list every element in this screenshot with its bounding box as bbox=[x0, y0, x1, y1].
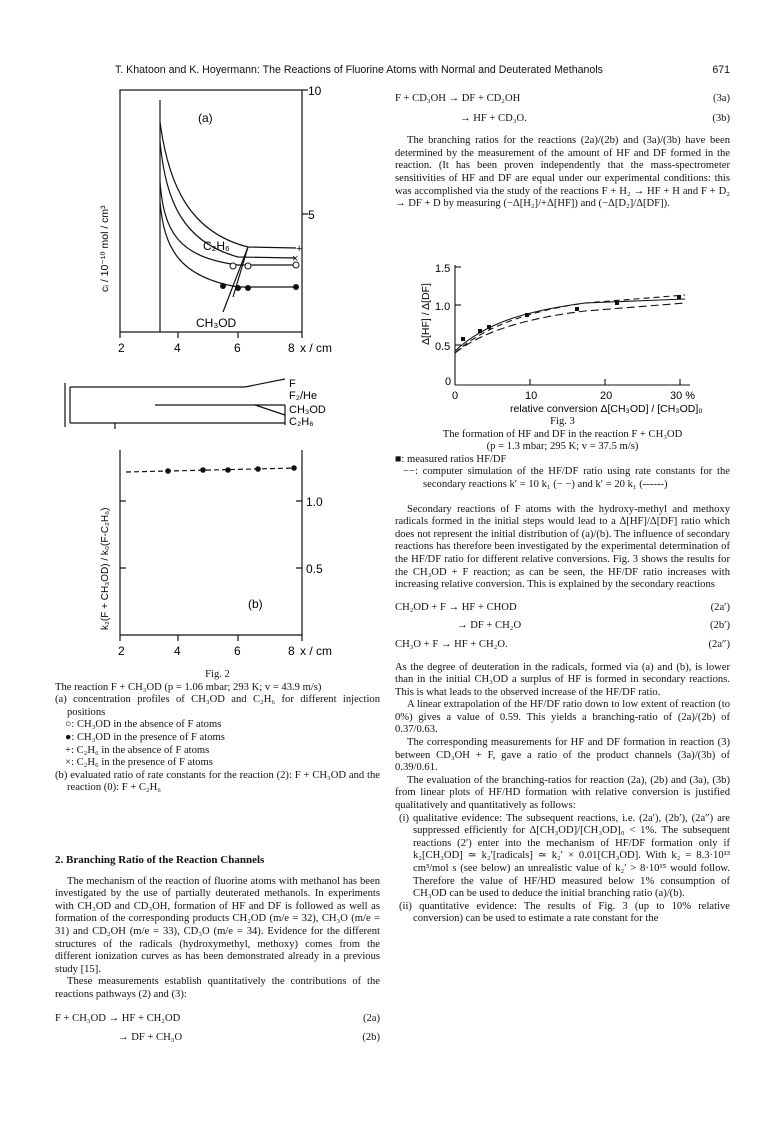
fig3-caption-line: −−: computer simulation of the HF/DF ratio using rate constants for the secondary reactions k′ = 10 k₁ (− −) and k′ = 20 k₁ (------) bbox=[403, 466, 730, 490]
equation-2b: → DF + CH₃O (2b) bbox=[118, 1032, 380, 1044]
header-title: T. Khatoon and K. Hoyermann: The Reactions of Fluorine Atoms with Normal and Deuterated Methanols bbox=[115, 64, 603, 76]
fig3-xlabel: relative conversion Δ[CH₃OD] / [CH₃OD]₀ bbox=[510, 403, 703, 415]
panel-a-xtick-6: 6 bbox=[234, 341, 241, 355]
apparatus-f2he-label: F₂/He bbox=[289, 390, 318, 402]
right-para2: Secondary reactions of F atoms with the hydroxy-methyl and methoxy radicals formed in the initial steps would lead to a Δ[HF]/Δ[DF] ratio which does not represent the initial distribution of (a)/(b). The influence of secondary reactions has therefore been investigated by the experimental determination of the HF/DF ratio for different relative conversions. Fig. 3 shows the results for the CH₃OD + F reaction; as can be seen, the HF/DF ratio increases with increasing relative conversion. This is explained by the secondary reactions bbox=[395, 503, 730, 591]
hf-df-point bbox=[461, 337, 465, 341]
fig2-caption-line: The reaction F + CH₃OD (p = 1.06 mbar; 293 K; v = 43.9 m/s) bbox=[55, 681, 322, 693]
fig2-caption bbox=[55, 669, 380, 795]
apparatus-ch3od-label: CH₃OD bbox=[289, 404, 326, 416]
panel-a-xtick-2: 2 bbox=[118, 341, 125, 355]
c2h6-absence-curve bbox=[160, 122, 296, 248]
equation-2a-prime: CH₂OD + F → HF + CHOD (2a′) bbox=[395, 601, 730, 613]
ratio-point bbox=[165, 468, 171, 474]
fig3-ytick: 1.5 bbox=[435, 263, 451, 275]
fig3-points bbox=[461, 295, 681, 341]
fluorine-inlet bbox=[245, 379, 285, 387]
equation-3a: F + CD₃OH → DF + CD₂OH (3a) bbox=[395, 93, 730, 104]
panel-b-xtick-8: 8 bbox=[288, 644, 295, 658]
list-item: (i) qualitative evidence: The subsequent reactions, i.e. (2a′), (2b′), (2a″) are suppressed efficiently for Δ[CH₃OD]/[CH₃OD]₀ < 1%. The subsequent reactions (2′) enter into the mechanism of HF/DF formation only if k₂[CH₃OD] ≃ k₂′[radicals] ≃ k₂′ × 0.01[CH₃OD]. With k₂ = 8.3·10¹³ cm³/mol s (see below) an unrealistic value of k₂′ > 8·10¹⁵ would follow. Therefore the value of HF/HD measured below 1% consumption of CH₃OD can be used to deduce the initial branching ratio (a)/(b). bbox=[399, 812, 730, 900]
panel-a-frame bbox=[120, 90, 302, 332]
section2-para2: These measurements establish quantitatively the contributions of the reactions pathways (2) and (3): bbox=[55, 976, 380, 1000]
apparatus-f-label: F bbox=[289, 378, 296, 390]
fig2-caption-line: ○: CH₃OD in the absence of F atoms bbox=[65, 719, 222, 731]
fig3-xtick: 20 bbox=[600, 390, 613, 402]
fig2-title: Fig. 2 bbox=[205, 669, 230, 680]
fig3-ytick: 1.0 bbox=[435, 301, 451, 313]
ch3od-label: CH₃OD bbox=[196, 316, 237, 330]
right-para4: A linear extrapolation of the HF/DF ratio down to low extent of reaction (to 0%) gives a value of 0.59. This yields a branching-ratio of (2a)/(2b) of 0.37/0.63. bbox=[395, 699, 730, 736]
fig3-xtick: 30 % bbox=[670, 390, 696, 402]
running-header bbox=[115, 64, 730, 76]
panel-a-xtick-8: 8 bbox=[288, 341, 295, 355]
panel-a-ytick-10: 10 bbox=[308, 84, 322, 98]
equation-3b: → HF + CD₃O. (3b) bbox=[460, 112, 730, 124]
panel-a-xtick-4: 4 bbox=[174, 341, 181, 355]
fig2-panel-b bbox=[48, 440, 332, 670]
panel-a-xunit: x / cm bbox=[300, 341, 332, 355]
right-para5: The corresponding measurements for HF and DF formation in reaction (3) between CD₃OH + F, gave a ratio of the product channels (3a)/(3b) of 0.39/0.61. bbox=[395, 737, 730, 774]
fig3-title: Fig. 3 bbox=[550, 416, 575, 427]
ch3od-presence-point bbox=[293, 284, 299, 290]
section-heading: 2. Branching Ratio of the Reaction Channels bbox=[55, 854, 265, 866]
fig3-ytick: 0.5 bbox=[435, 341, 451, 353]
flow-tube-end bbox=[65, 383, 70, 427]
fig2-caption-line: (a) concentration profiles of CH₃OD and C₂H₆ for different injection positions bbox=[55, 694, 380, 718]
fig3-chart bbox=[415, 255, 715, 415]
fig2-caption-line: (b) evaluated ratio of rate constants for the reaction (2): F + CH₃OD and the reaction (0): F + C₂H₆ bbox=[55, 769, 380, 794]
simulation-k10 bbox=[455, 295, 685, 353]
panel-b-xtick-4: 4 bbox=[174, 644, 181, 658]
right-column-bottom bbox=[395, 416, 730, 926]
right-para6: The evaluation of the branching-ratios for reaction (2a), (2b) and (3a), (3b) from linear plots of HF/HD formation with relative conversion is justified qualitatively and quantitatively as follows: bbox=[395, 774, 730, 812]
fig2-panel-a bbox=[48, 82, 332, 367]
page-number: 671 bbox=[712, 64, 730, 76]
c2h6-x-marker: × bbox=[292, 253, 299, 265]
fig3-xtick: 10 bbox=[525, 390, 538, 402]
ratio-mean-line bbox=[126, 468, 296, 472]
fig2-apparatus bbox=[55, 375, 325, 435]
panel-b-xtick-6: 6 bbox=[234, 644, 241, 658]
c2h6-marker: + bbox=[296, 243, 303, 255]
fig3-caption-line: The formation of HF and DF in the reaction F + CH₃OD bbox=[442, 428, 683, 440]
fig3-xtick: 0 bbox=[452, 390, 459, 402]
equation-2a: F + CH₃OD → HF + CH₂OD (2a) bbox=[55, 1012, 380, 1024]
section2-para1: The mechanism of the reaction of fluorine atoms with methanol has been investigated by the use of partially deuterated methanols. In experiments with CH₃OD and CD₃OH, formation of HF and DF is followed as well as formation of the corresponding products CH₂OD (m/e = 32), CH₃O (m/e = 31) and CD₂OH (m/e = 33), CD₃O (m/e = 34). Evidence for the different structures of the radicals (hydroxymethyl, methoxy) comes from the different ionization curves as has been demonstrated already in a previous study [15]. bbox=[55, 875, 380, 975]
c2h6-label: C₂H₆ bbox=[203, 239, 230, 253]
fig3-ytick: 0 bbox=[445, 376, 452, 388]
right-para3: As the degree of deuteration in the radicals, formed via (a) and (b), is lower than in the initial CH₃OD a surplus of HF is formed in secondary reactions. This is what leads to the observed increase of the HF/DF ratio. bbox=[395, 661, 730, 698]
panel-b-ytick-05: 0.5 bbox=[306, 562, 323, 576]
right-column-top bbox=[395, 93, 730, 211]
section2-body bbox=[55, 854, 380, 1045]
fig3-ylabel: Δ[HF] / Δ[DF] bbox=[420, 283, 432, 345]
apparatus-c2h6-label: C₂H₆ bbox=[289, 416, 314, 428]
right-para1: The branching ratios for the reactions (2a)/(2b) and (3a)/(3b) have been determined by the measurement of the amount of HF and DF formed in the reaction. (It has been proven independently that the mass-spectrometer sensitivities of HF and DF are equal under our experimental conditions: this was accomplished via the study of the reactions F + H₂ → HF + H and F + D₂ → DF + D by measuring (−Δ[H₂]/+Δ[HF]) and (−Δ[D₂]/Δ[DF]). bbox=[395, 135, 730, 210]
panel-a-label: (a) bbox=[198, 111, 213, 125]
fig3-caption-line: (p = 1.3 mbar; 295 K; v = 37.5 m/s) bbox=[486, 441, 639, 453]
panel-a-ytick-5: 5 bbox=[308, 208, 315, 222]
equation-2a-double-prime: CH₃O + F → HF + CH₂O. (2a″) bbox=[395, 638, 730, 650]
fig2-caption-line: ×: C₂H₆ in the presence of F atoms bbox=[65, 757, 213, 769]
equation-2b-prime: → DF + CH₂O (2b′) bbox=[457, 620, 730, 632]
panel-b-label: (b) bbox=[248, 597, 263, 611]
fig2-caption-line: ●: CH₃OD in the presence of F atoms bbox=[65, 731, 225, 743]
fig2-caption-line: +: C₂H₆ in the absence of F atoms bbox=[65, 744, 210, 756]
fig3-caption-line: ■: measured ratios HF/DF bbox=[395, 453, 507, 465]
panel-b-xunit: x / cm bbox=[300, 644, 332, 658]
panel-b-xtick-2: 2 bbox=[118, 644, 125, 658]
panel-a-ylabel: cᵢ / 10⁻¹⁰ mol / cm³ bbox=[99, 205, 111, 292]
panel-b-ylabel: k₂(F + CH₃OD) / k₀(F-C₂H₆) bbox=[100, 507, 111, 630]
panel-b-ytick-1: 1.0 bbox=[306, 495, 323, 509]
list-item: (ii) quantitative evidence: The results of Fig. 3 (up to 10% relative conversion) can be used to estimate a rate constant for the bbox=[399, 900, 730, 925]
